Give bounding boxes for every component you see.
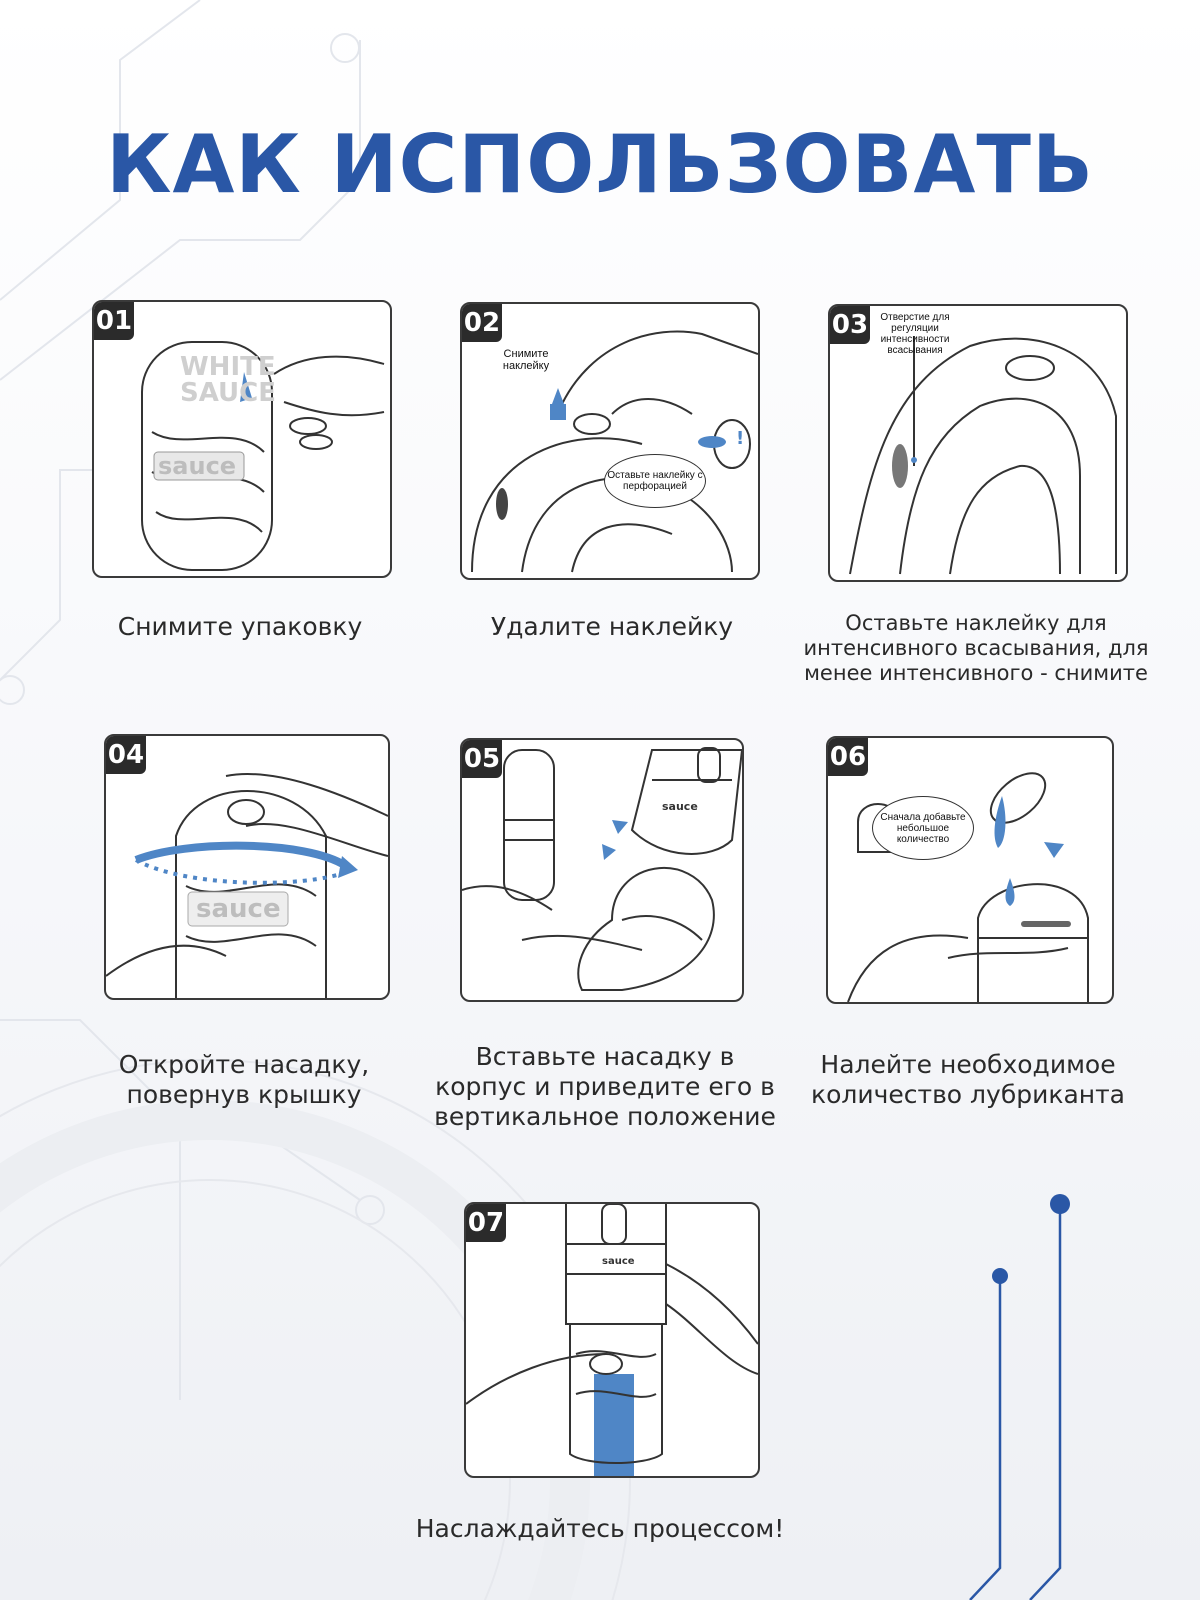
step-05-caption: Вставьте насадку в корпус и приведите его в вертикальное положение xyxy=(434,1042,776,1131)
step-07-panel xyxy=(464,1202,760,1478)
product-brand-label-2: SAUCE xyxy=(180,378,277,408)
step-number-badge: 05 xyxy=(462,740,502,778)
open-cap-illustration xyxy=(106,736,388,998)
note-add-small-amount: Сначала добавьте небольшое количество xyxy=(872,796,974,860)
note-remove-sticker: Снимите наклейку xyxy=(502,348,550,372)
step-07-caption: Наслаждайтесь процессом! xyxy=(415,1514,785,1543)
step-number-badge: 03 xyxy=(830,306,870,344)
svg-text:!: ! xyxy=(736,428,745,449)
remove-packaging-illustration xyxy=(94,302,390,576)
insert-nozzle-illustration xyxy=(462,740,742,1000)
step-04-panel xyxy=(104,734,390,1000)
note-keep-perforated-sticker: Оставьте наклейку с перфорацией xyxy=(604,454,706,508)
step-03-caption: Оставьте наклейку для интенсивного всасывания, для менее интенсивного - снимите xyxy=(803,611,1149,685)
step-02-caption: Удалите наклейку xyxy=(490,612,734,641)
step-number-badge: 02 xyxy=(462,304,502,342)
sauce-label: sauce xyxy=(158,452,237,480)
remove-sticker-illustration xyxy=(462,304,758,578)
step-01-panel xyxy=(92,300,392,578)
sauce-label: sauce xyxy=(196,894,281,924)
step-number-badge: 06 xyxy=(828,738,868,776)
pour-lubricant-illustration xyxy=(828,738,1112,1002)
step-number-badge: 07 xyxy=(466,1204,506,1242)
sauce-label: sauce xyxy=(602,1256,635,1267)
step-04-caption: Откройте насадку, повернув крышку xyxy=(118,1050,370,1109)
step-06-caption: Налейте необходимое количество лубриканта xyxy=(810,1050,1125,1109)
page-title: КАК ИСПОЛЬЗОВАТЬ xyxy=(106,118,1094,211)
enjoy-illustration xyxy=(466,1204,758,1476)
step-01-caption: Снимите упаковку xyxy=(117,612,363,641)
product-brand-label: WHITE xyxy=(180,352,276,382)
step-06-panel xyxy=(826,736,1114,1004)
note-suction-regulation-hole: Отверстие для регуляции интенсивности всасывания xyxy=(880,312,950,356)
step-03-panel xyxy=(828,304,1128,582)
step-number-badge: 04 xyxy=(106,736,146,774)
step-05-panel xyxy=(460,738,744,1002)
sauce-label: sauce xyxy=(662,800,698,813)
step-02-panel xyxy=(460,302,760,580)
step-number-badge: 01 xyxy=(94,302,134,340)
